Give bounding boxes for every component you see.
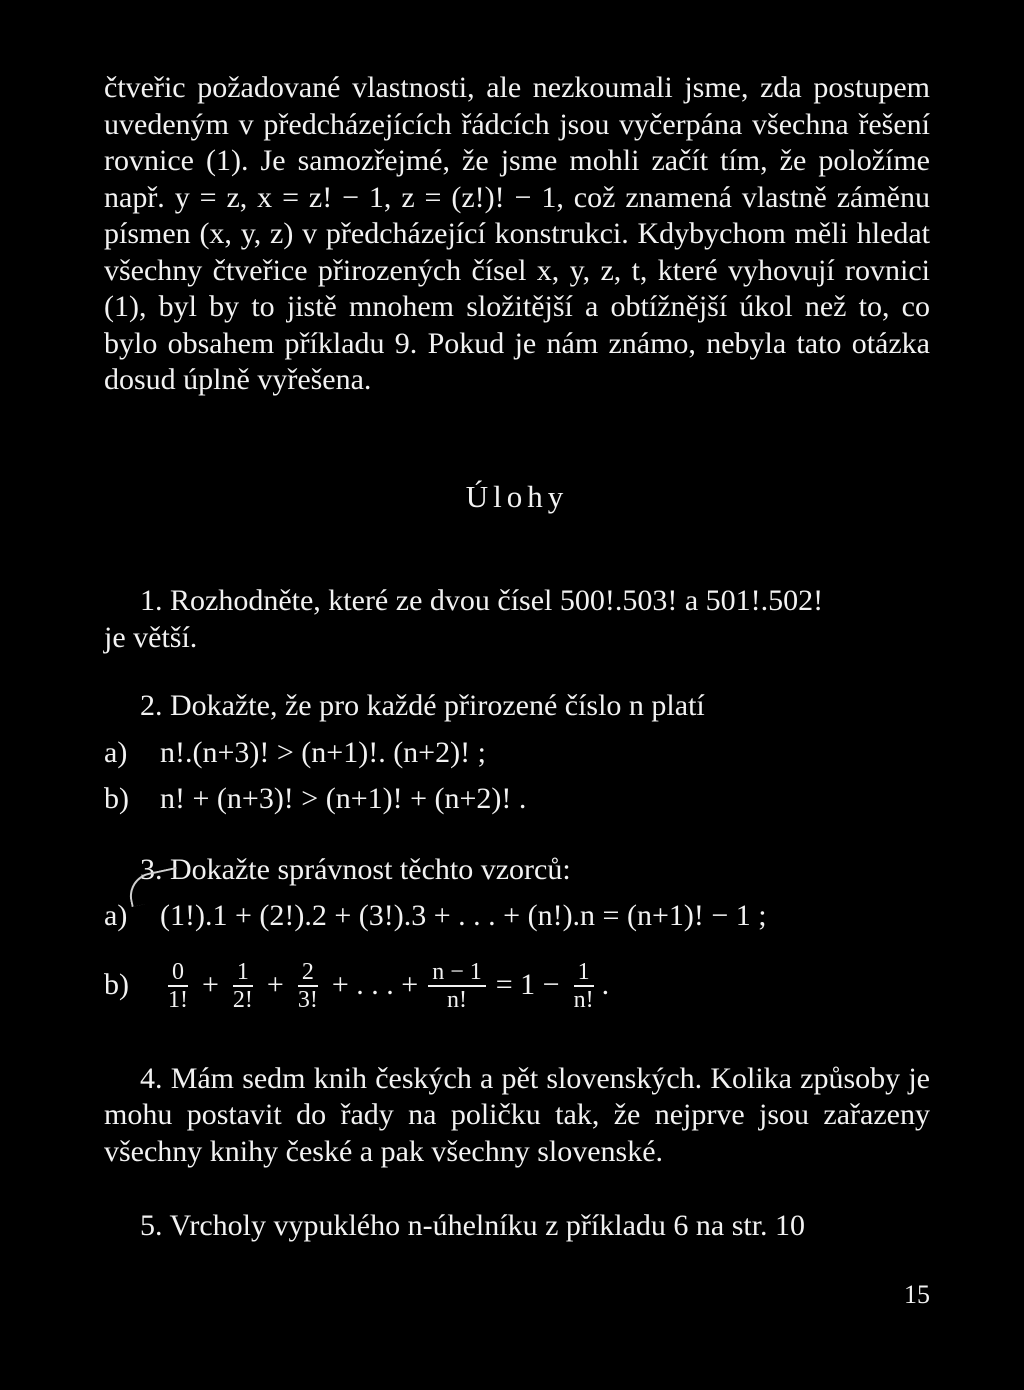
- task-3b-label: b): [104, 968, 129, 1002]
- task-1: [104, 583, 930, 656]
- fraction-term-last: $\frac{n - 1}{n!}$: [428, 959, 486, 1013]
- page-number: 15: [904, 1280, 930, 1309]
- task-2b: [104, 781, 930, 818]
- task-2a-label: a): [104, 735, 128, 769]
- intro-paragraph: čtveřic požadované vlastnosti, ale nezkoumali jsme, zda postupem uvedeným v předcházejících řádcích jsou vyčerpána všechna řešení rovnice (1). Je samozřejmé, že jsme mohli začít tím, že položíme např. y = z, x = z! − 1, z = (z!)! − 1, což znamená vlastně záměnu písmen (x, y, z) v předcházející konstrukci. Kdybychom měli hledat všechny čtveřice přirozených čísel x, y, z, t, které vyhovují rovnici (1), byl by to jistě mnohem složitější a obtížnější úkol než to, co bylo obsahem příkladu 9. Pokud je nám známo, nebyla tato otázka dosud úplně vyřešena.: [104, 71, 930, 396]
- task-3a-formula: (1!).1 + (2!).2 + (3!).3 + . . . + (n!).n = (n+1)! − 1 ;: [160, 899, 767, 932]
- task-2a: [104, 735, 930, 772]
- task-1-line2: je větší.: [104, 620, 198, 654]
- plus-sign: +: [266, 968, 284, 1002]
- equals-sign: = 1 −: [495, 968, 560, 1002]
- task-2b-label: b): [104, 782, 129, 815]
- task-5: [104, 1208, 930, 1245]
- task-2: [104, 688, 930, 818]
- task-1-line1: Rozhodněte, které ze dvou čísel 500!.503! a 501!.502!: [170, 584, 824, 617]
- task-3a: [104, 898, 930, 935]
- page-body: [104, 70, 930, 1245]
- task-3-number: 3.: [140, 852, 163, 886]
- task-2b-formula: n! + (n+3)! > (n+1)! + (n+2)! .: [160, 782, 527, 815]
- task-2a-formula: n!.(n+3)! > (n+1)!. (n+2)! ;: [160, 735, 486, 769]
- section-heading: Úlohy: [465, 478, 569, 514]
- plus-sign: +: [202, 968, 219, 1002]
- task-3a-label: a): [104, 899, 128, 932]
- task-3-line1: Dokažte správnost těchto vzorců:: [170, 852, 571, 886]
- task-4: [104, 1061, 930, 1171]
- fraction-term-2: $\frac{1}{2!}$: [232, 958, 253, 1013]
- task-4-number: 4.: [140, 1061, 163, 1095]
- fraction-term-3: $\frac{2}{3!}$: [297, 958, 318, 1013]
- task-2-line1: Dokažte, že pro každé přirozené číslo n platí: [170, 689, 705, 722]
- task-5-number: 5.: [140, 1209, 163, 1242]
- formula-end: .: [601, 968, 610, 1002]
- task-5-text: Vrcholy vypuklého n-úhelníku z příkladu 6 na str. 10: [169, 1209, 806, 1242]
- task-1-number: 1.: [140, 584, 163, 617]
- fraction-rhs: $\frac{1}{n!}$: [573, 958, 594, 1013]
- fraction-term-1: $\frac{0}{1!}$: [168, 958, 188, 1013]
- task-4-text: Mám sedm knih českých a pět slovenských. Kolika způsoby je mohu postavit do řady na poličku tak, že nejprve jsou zařazeny všechny knihy české a pak všechny slovenské.: [104, 1061, 930, 1168]
- task-3: [104, 852, 930, 1023]
- task-3b: [104, 949, 930, 1023]
- task-2-number: 2.: [140, 689, 163, 722]
- sum-dots: + . . . +: [331, 968, 419, 1002]
